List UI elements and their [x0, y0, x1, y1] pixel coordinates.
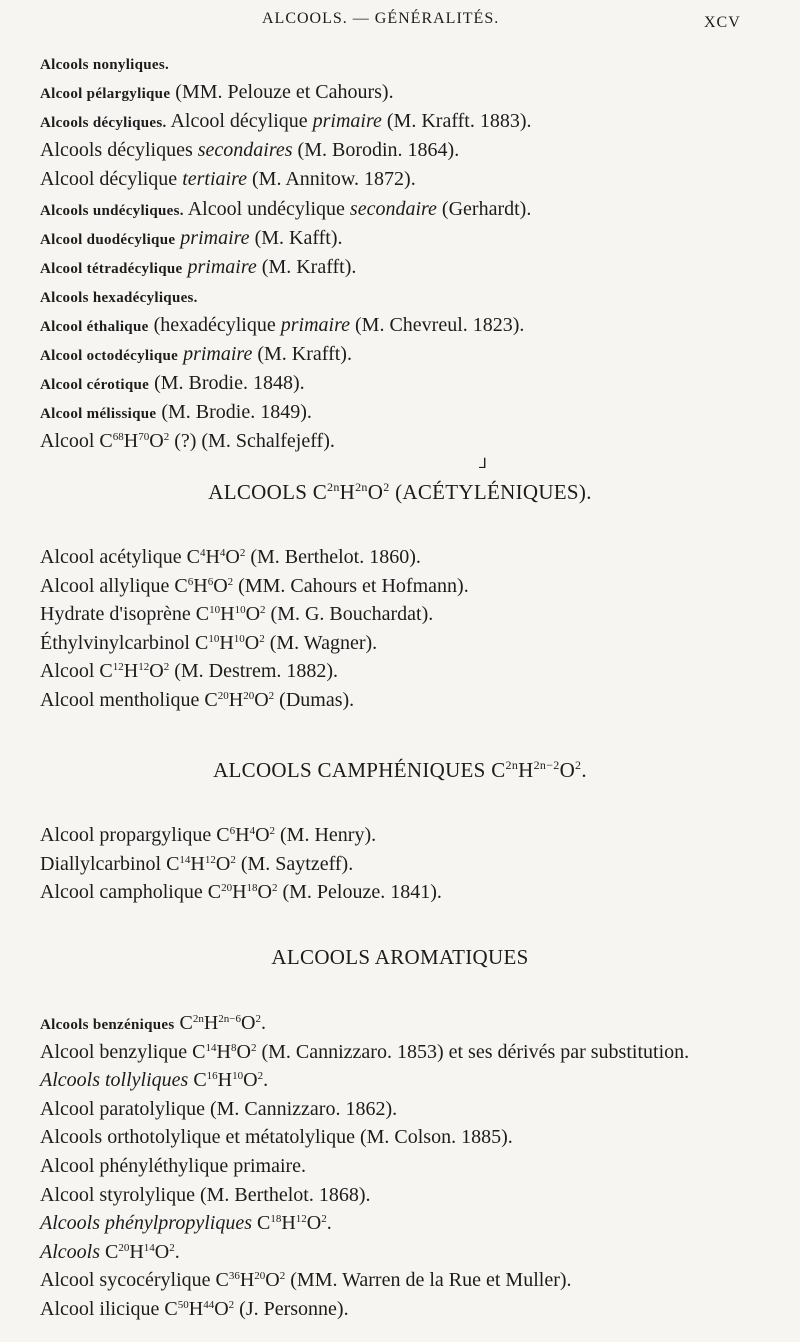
- formula-exponent: 2: [260, 604, 266, 617]
- entry-text: Alcool benzylique C: [40, 1040, 206, 1063]
- formula-exponent: 2: [383, 480, 390, 494]
- formula-exponent: 2: [259, 632, 265, 645]
- formula-exponent: 2: [321, 1213, 327, 1226]
- entry-text: H: [205, 546, 220, 568]
- formula-exponent: 50: [177, 1299, 189, 1311]
- list-item: [40, 688, 354, 712]
- formula-exponent: 2: [268, 690, 275, 702]
- formula-exponent: 2n: [192, 1013, 204, 1025]
- entry-bold-label: Alcool éthalique: [40, 318, 149, 335]
- entry-bold-label: Alcool octodécylique: [40, 348, 179, 364]
- entry-text: (M. Borodin. 1864).: [292, 139, 460, 162]
- formula-exponent: 2: [163, 661, 170, 674]
- entry-text: O: [367, 480, 384, 504]
- formula-exponent: 2: [228, 1299, 235, 1311]
- list-item: [40, 284, 198, 310]
- list-item: [40, 226, 343, 252]
- section-heading-aromatiques: [0, 945, 800, 970]
- formula-exponent: 18: [246, 882, 258, 894]
- entry-text: O: [245, 603, 261, 626]
- list-item: [40, 1068, 268, 1092]
- list-item: [40, 1125, 513, 1149]
- entry-text: O: [215, 852, 231, 875]
- list-item: [40, 1011, 266, 1037]
- entry-text: (?) (M. Schalfejeff).: [169, 430, 335, 453]
- entry-text: Alcool paratolylique (M. Cannizzaro. 1862).: [40, 1097, 398, 1120]
- formula-exponent: 68: [112, 431, 124, 444]
- entry-text: H: [239, 1269, 255, 1292]
- entry-bold-label: Alcools décyliques.: [40, 115, 167, 132]
- list-item: [40, 1211, 332, 1235]
- formula-exponent: 6: [207, 575, 214, 588]
- formula-exponent: 10: [209, 604, 221, 617]
- formula-exponent: 16: [206, 1070, 218, 1083]
- formula-exponent: 2: [250, 1041, 257, 1054]
- entry-text: O: [265, 1269, 280, 1292]
- formula-exponent: 14: [143, 1241, 155, 1254]
- entry-text: (M. Brodie. 1849).: [156, 401, 312, 424]
- formula-exponent: 12: [112, 661, 124, 674]
- list-item: [40, 371, 305, 397]
- entry-text: (M. Destrem. 1882).: [169, 660, 339, 683]
- list-item: [40, 255, 356, 281]
- entry-text: H: [235, 824, 250, 846]
- formula-exponent: 4: [199, 547, 206, 559]
- entry-text: (MM. Cahours et Hofmann).: [233, 574, 469, 597]
- entry-text: H: [232, 881, 247, 903]
- entry-text: primaire: [187, 255, 257, 278]
- list-item: [40, 852, 353, 876]
- formula-exponent: 2: [227, 575, 234, 588]
- formula-exponent: 2: [169, 1241, 175, 1254]
- entry-text: O: [255, 824, 270, 846]
- entry-text: Alcool acétylique C: [40, 546, 200, 568]
- entry-bold-label: Alcool mélissique: [40, 406, 157, 423]
- list-item: [40, 545, 421, 569]
- entry-text: H: [123, 430, 139, 453]
- list-item: [40, 1297, 349, 1321]
- entry-text: (J. Personne).: [234, 1298, 349, 1320]
- entry-text: (M. Krafft).: [256, 255, 357, 278]
- entry-text: Alcools orthotolylique et métatolylique (M. Colson. 1885).: [40, 1126, 513, 1149]
- entry-bold-label: Alcool duodécylique: [40, 231, 176, 248]
- entry-text: C: [174, 1012, 193, 1034]
- entry-bold-label: Alcool cérotique: [40, 377, 150, 394]
- entry-text: primaire: [280, 313, 350, 336]
- entry-text: Alcool C: [40, 660, 113, 683]
- entry-text: (hexadécylique: [148, 313, 281, 336]
- formula-exponent: 14: [205, 1041, 217, 1054]
- entry-text: .: [263, 1069, 269, 1092]
- entry-bold-label: Alcool pélargylique: [40, 86, 171, 103]
- entry-text: .: [174, 1240, 180, 1263]
- formula-exponent: 36: [228, 1270, 240, 1283]
- list-item: [40, 1183, 371, 1207]
- running-title: ALCOOLS. — GÉNÉRALITÉS.: [262, 10, 500, 27]
- formula-exponent: 10: [233, 632, 245, 645]
- formula-exponent: 2n: [355, 480, 368, 494]
- entry-text: O: [240, 1012, 256, 1034]
- entry-text: H: [281, 1212, 296, 1235]
- entry-text: (M. Saytzeff).: [235, 852, 354, 875]
- list-item: [40, 631, 377, 655]
- list-item: [40, 313, 524, 339]
- formula-exponent: 2: [279, 1270, 286, 1283]
- entry-text: O: [243, 1069, 258, 1092]
- entry-text: O: [559, 758, 576, 782]
- entry-text: Alcool C: [40, 430, 113, 453]
- entry-text: .: [326, 1212, 332, 1235]
- entry-text: (M. Brodie. 1848).: [149, 372, 305, 395]
- entry-bold-label: Alcool tétradécylique: [40, 260, 183, 277]
- entry-text: primaire: [312, 110, 382, 133]
- entry-text: O: [154, 1240, 170, 1263]
- entry-text: H: [228, 689, 244, 711]
- list-item: [40, 400, 312, 426]
- formula-exponent: 18: [270, 1213, 282, 1226]
- list-item: [40, 1040, 689, 1064]
- formula-exponent: 4: [249, 825, 256, 837]
- formula-exponent: 10: [232, 1070, 244, 1083]
- entry-text: (M. Pelouze. 1841).: [277, 881, 442, 903]
- entry-text: Alcools: [40, 1240, 100, 1263]
- formula-exponent: 2: [239, 547, 246, 559]
- formula-exponent: 10: [234, 604, 246, 617]
- list-item: [40, 602, 433, 626]
- formula-exponent: 4: [219, 547, 226, 559]
- formula-exponent: 10: [208, 632, 220, 645]
- formula-exponent: 2: [255, 1013, 261, 1025]
- entry-text: Alcool sycocérylique C: [40, 1269, 229, 1292]
- entry-text: Alcool décylique: [40, 168, 183, 191]
- entry-text: tertiaire: [182, 168, 247, 191]
- page-number: XCV: [704, 14, 741, 31]
- list-item: [40, 197, 531, 223]
- entry-text: (Gerhardt).: [436, 197, 532, 220]
- entry-text: O: [236, 1040, 251, 1063]
- formula-exponent: 2n: [327, 480, 340, 494]
- entry-bold-label: Alcools hexadécyliques.: [40, 289, 198, 306]
- entry-text: primaire: [180, 226, 250, 249]
- formula-exponent: 20: [217, 690, 229, 702]
- list-item: [40, 659, 338, 683]
- list-item: [40, 167, 416, 191]
- list-item: [40, 429, 335, 453]
- entry-text: C: [188, 1069, 207, 1092]
- entry-text: H: [216, 1040, 231, 1063]
- entry-bold-label: Alcools nonyliques.: [40, 57, 170, 73]
- entry-bold-label: Alcools benzéniques: [40, 1017, 175, 1033]
- entry-text: O: [214, 1298, 229, 1320]
- entry-text: (M. Wagner).: [264, 631, 378, 654]
- formula-exponent: 2n: [505, 758, 519, 772]
- entry-text: (ACÉTYLÉNIQUES).: [389, 480, 592, 504]
- entry-text: O: [244, 631, 260, 654]
- entry-text: O: [225, 546, 240, 568]
- entry-text: C: [100, 1240, 119, 1263]
- entry-text: H: [219, 631, 234, 654]
- formula-exponent: 2: [269, 825, 276, 837]
- list-item: [40, 574, 469, 598]
- list-item: [40, 1268, 572, 1292]
- entry-text: Alcool undécylique: [183, 197, 350, 220]
- entry-text: H: [217, 1069, 233, 1092]
- entry-text: O: [149, 430, 164, 453]
- entry-text: O: [257, 881, 272, 903]
- entry-text: (M. G. Bouchardat).: [265, 603, 434, 626]
- list-item: [40, 823, 376, 847]
- formula-exponent: 2: [575, 758, 582, 772]
- formula-exponent: 2: [257, 1070, 264, 1083]
- entry-text: H: [190, 852, 205, 875]
- formula-exponent: 2: [163, 431, 170, 444]
- entry-text: Alcool phényléthylique primaire.: [40, 1155, 307, 1177]
- entry-text: (M. Annitow. 1872).: [247, 168, 416, 191]
- entry-text: (Dumas).: [274, 689, 355, 711]
- entry-text: O: [254, 689, 269, 711]
- formula-exponent: 6: [229, 825, 236, 837]
- formula-exponent: 2: [271, 882, 278, 894]
- list-item: [40, 342, 352, 368]
- entry-text: H: [123, 660, 139, 683]
- entry-bold-label: Alcools undécyliques.: [40, 202, 184, 219]
- list-item: [40, 880, 442, 904]
- entry-text: ALCOOLS C: [208, 480, 328, 504]
- formula-exponent: 14: [179, 853, 191, 866]
- entry-text: C: [252, 1212, 271, 1235]
- page-header: [0, 10, 800, 36]
- entry-text: secondaire: [349, 197, 437, 220]
- entry-text: (M. Berthelot. 1860).: [245, 546, 421, 568]
- entry-text: (M. Kafft).: [249, 226, 343, 249]
- entry-text: Alcool styrolylique (M. Berthelot. 1868).: [40, 1183, 371, 1206]
- entry-text: Alcools tollyliques: [40, 1069, 189, 1092]
- entry-text: (MM. Warren de la Rue et Muller).: [285, 1269, 572, 1292]
- list-item: [40, 109, 532, 135]
- list-item: [40, 1097, 397, 1121]
- entry-text: .: [581, 758, 587, 782]
- formula-exponent: 12: [295, 1213, 307, 1226]
- list-item: [40, 80, 394, 106]
- entry-text: (M. Henry).: [275, 824, 377, 846]
- entry-text: H: [129, 1240, 144, 1263]
- entry-text: Alcool campholique C: [40, 881, 222, 903]
- entry-text: Diallylcarbinol C: [40, 852, 180, 875]
- entry-text: (M. Chevreul. 1823).: [350, 313, 525, 336]
- entry-text: O: [213, 574, 228, 597]
- section-heading-acetyleniques: [0, 480, 800, 505]
- entry-text: ALCOOLS CAMPHÉNIQUES C: [213, 758, 506, 782]
- entry-text: Alcool décylique: [166, 110, 313, 133]
- formula-exponent: 12: [204, 853, 216, 866]
- entry-text: Alcools décyliques: [40, 139, 198, 162]
- entry-text: Alcool allylique C: [40, 574, 188, 597]
- entry-text: (M. Krafft).: [252, 343, 352, 365]
- entry-text: secondaires: [197, 139, 293, 162]
- entry-text: (M. Krafft. 1883).: [381, 110, 532, 133]
- formula-exponent: 20: [118, 1241, 130, 1254]
- formula-exponent: 20: [221, 882, 233, 894]
- section-heading-campheniques: [0, 758, 800, 783]
- entry-text: Alcool mentholique C: [40, 689, 218, 711]
- entry-text: H: [193, 574, 208, 597]
- formula-exponent: 20: [243, 690, 255, 702]
- formula-exponent: 2n−6: [218, 1013, 241, 1025]
- entry-text: (MM. Pelouze et Cahours).: [170, 81, 394, 104]
- formula-exponent: 6: [187, 575, 194, 588]
- entry-text: Alcools phénylpropyliques: [40, 1212, 252, 1235]
- margin-mark: ⅃: [479, 457, 487, 472]
- list-item: [40, 1154, 306, 1178]
- entry-text: H: [203, 1012, 219, 1034]
- entry-text: .: [260, 1012, 266, 1034]
- entry-text: Hydrate d'isoprène C: [40, 603, 210, 626]
- formula-exponent: 2: [230, 853, 236, 866]
- formula-exponent: 2n−2: [533, 758, 560, 772]
- entry-text: H: [220, 603, 235, 626]
- list-item: [40, 1240, 180, 1264]
- formula-exponent: 12: [138, 661, 150, 674]
- formula-exponent: 44: [203, 1299, 215, 1311]
- entry-text: H: [518, 758, 534, 782]
- entry-text: H: [339, 480, 356, 504]
- list-item: [40, 138, 459, 162]
- entry-text: primaire: [183, 343, 253, 365]
- formula-exponent: 8: [230, 1041, 237, 1054]
- entry-text: Alcool ilicique C: [40, 1298, 178, 1320]
- entry-text: O: [149, 660, 164, 683]
- entry-text: H: [188, 1298, 204, 1320]
- formula-exponent: 70: [138, 431, 150, 444]
- entry-text: Alcool propargylique C: [40, 824, 230, 846]
- formula-exponent: 20: [254, 1270, 266, 1283]
- entry-text: (M. Cannizzaro. 1853) et ses dérivés par substitution.: [256, 1040, 690, 1063]
- entry-text: Éthylvinylcarbinol C: [40, 631, 209, 654]
- entry-text: ALCOOLS AROMATIQUES: [271, 945, 529, 969]
- entry-text: O: [306, 1212, 322, 1235]
- list-item: [40, 51, 169, 77]
